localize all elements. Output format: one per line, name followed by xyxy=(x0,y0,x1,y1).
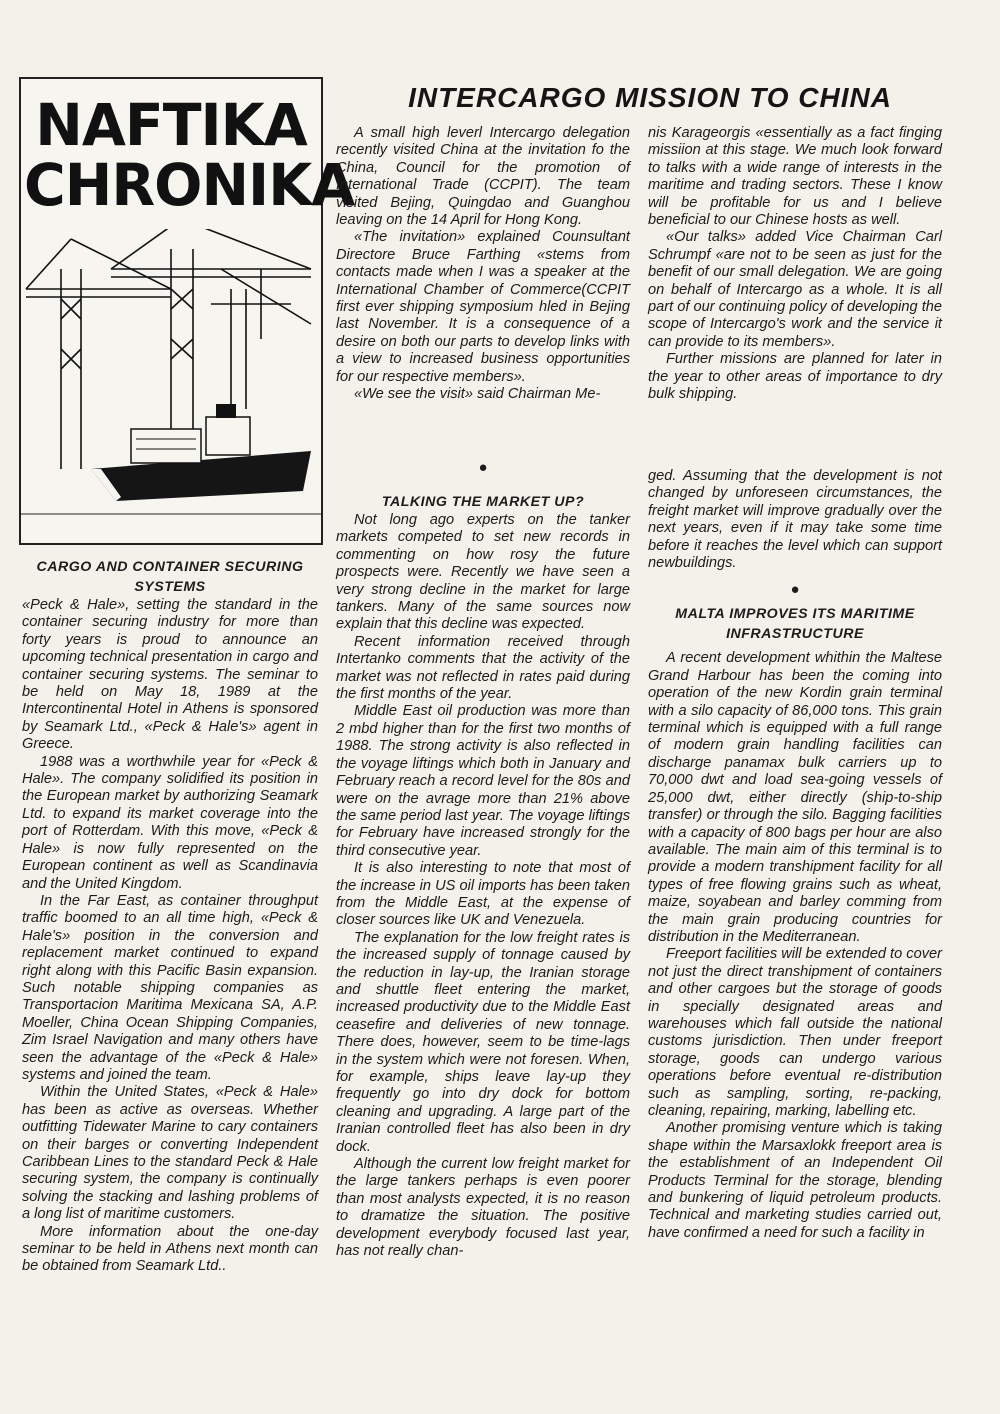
cargo-article xyxy=(22,557,318,1276)
cargo-article-title: CARGO AND CONTAINER SECURING SYSTEMS xyxy=(36,559,304,595)
paragraph: Another promising venture which is taking shape within the Marsaxlokk freeport area is the establishment of an Independent Oil Products Terminal for the storage, blending and bunkering of liquid petroleum products. Technical and marketing studies carried out, have confirmed a need for such a facility in xyxy=(648,1120,942,1241)
paragraph: Further missions are planned for later in the year to other areas of importance to dry bulk shipping. xyxy=(648,351,942,403)
right-lower-column xyxy=(648,468,942,1242)
paragraph: Within the United States, «Peck & Hale» has been as active as overseas. Whether outfitting Tidewater Marine to cary containers on their barges or converting Independent Caribbean Lines to the standard Peck & Hale securing system, the company is continually solving the stacking and lashing problems of a long list of maritime customers. xyxy=(22,1084,318,1223)
market-continued-paragraph: ged. Assuming that the development is not changed by unforeseen circumstances, the freight market will improve gradually over the next years, even if it may take some time before it reaches the level which can support newbuildings. xyxy=(648,468,942,572)
market-article xyxy=(336,458,630,1260)
headline: INTERCARGO MISSION TO CHINA xyxy=(408,82,892,113)
paragraph: In the Far East, as container throughput traffic boomed to an all time high, «Peck & Hale's» position in the conversion and replacement market continued to expand right along with this Pacific Basin expansion. Such notable shipping companies as Transportacion Maritima Mexicana SA, A.P. Moeller, China Ocean Shipping Companies, Zim Israel Navigation and many others have seen the advantage of the «Peck & Hale» systems and joined the team. xyxy=(22,892,318,1083)
paragraph: A recent development whithin the Maltese Grand Harbour has been the coming into operation of the new Kordin grain terminal with a silo capacity of 86,000 tons. This grain terminal which is equipped with a full range of modern grain handling facilities can discharge panamax bulk carriers up to 70,000 dwt and load sea-going vessels of 25,000 dwt, either directly (ship-to-ship transfer) or through the silo. Bagging facilities with a capacity of 800 bags per hour are also available. The main aim of this terminal is to provide a modern transhipment facility for all types of free flowing grains such as wheat, maize, soyabean and barley comming from the main grain producing countries for distribution in the Mediterranean. xyxy=(648,650,942,945)
market-article-title: TALKING THE MARKET UP? xyxy=(381,494,585,510)
paragraph: The explanation for the low freight rates is the increased supply of tonnage caused by the reduction in lay-up, the Iranian storage and shuttle fleet entering the market, increased productivity due to the Middle East ceasefire and deliveries of new tonnage. There does, however, seem to be time-lags in the system which were not foresen. When, for example, ships leave lay-up they frequently go into dry dock for bottom cleaning and upgrading. A large part of the Iranian controlled fleet has also been in dry dock. xyxy=(336,929,630,1155)
paragraph: It is also interesting to note that most of the increase in US oil imports has been taken from the Middle East, at the expense of closer sources like UK and Venezuela. xyxy=(336,860,630,929)
paragraph: «The invitation» explained Counsultant Directore Bruce Farthing «stems from contacts made when I was a speaker at the International Chamber of Commerce(CCPIT first ever shipping symposium hled in Bejing last November. It is a consequence of a desire on both our parts to develop links with a view to increased business opportunities for our respective members». xyxy=(336,229,630,385)
paragraph: «Peck & Hale», setting the standard in the container securing industry for more than forty years is proud to announce an upcoming technical presentation in cargo and container securing systems. The seminar to be held on May 18, 1989 at the Intercontinental Hotel in Athens is sponsored by Seamark Ltd., «Peck & Hale's» agent in Greece. xyxy=(22,597,318,753)
paragraph: More information about the one-day seminar to be held in Athens next month can be obtained from Seamark Ltd.. xyxy=(22,1223,318,1275)
paragraph: 1988 was a worthwhile year for «Peck & Hale». The company solidified its position in the European market by authorizing Seamark Ltd. to expand its market coverage into the port of Rotterdam. With this move, «Peck & Hale» is now fully represented on the European continent as well as Scandinavia and the United Kingdom. xyxy=(22,753,318,892)
paragraph: Not long ago experts on the tanker markets competed to set new records in commenting on how rosy the future prospects were. Recently we have seen a very strong decline in the market for large tankers. Many of the same sources now explain that this decline was expected. xyxy=(336,512,630,633)
section-separator-dot: ● xyxy=(478,459,488,476)
masthead-title-line2: CHRONIKA xyxy=(24,151,355,219)
paragraph: Freeport facilities will be extended to cover not just the direct transhipment of containers and other cargoes but the storage of goods in specially designated areas and warehouses which fall outside the national customs jurisdiction. Then under freeport storage, goods can undergo various operations before eventual re-distribution such as sampling, sorting, re-packing, cleaning, repairing, marking, labelling etc. xyxy=(648,946,942,1119)
intercargo-article-col1 xyxy=(336,125,630,404)
paragraph: nis Karageorgis «essentially as a fact finging missiion at this stage. We much look forward to talks with a wide range of interests in the maritime and trading sectors. These I know will be profitable for us and I believe beneficial to our Chinese hosts as well. xyxy=(648,125,942,229)
paragraph: Middle East oil production was more than 2 mbd higher than for the first two months of 1988. The strong activity is also reflected in the voyage liftings which both in January and February reach a record level for the 80s and were on the avrage more than 21% above the same period last year. The voyage liftings for February have increased strongly for the third consecutive year. xyxy=(336,703,630,859)
section-separator-dot: ● xyxy=(790,581,800,599)
paragraph: «We see the visit» said Chairman Me- xyxy=(354,386,601,403)
paragraph: Recent information received through Intertanko comments that the activity of the market was not reflected in rates paid during the first months of the year. xyxy=(336,633,630,703)
masthead-box xyxy=(19,77,355,545)
paragraph: A small high leverl Intercargo delegation recently visited China at the invitation fo the China, Council for the promotion of International Trade (CCPIT). The team visited Bejing, Quingdao and Guanghou leaving on the 14 April for Hong Kong. xyxy=(336,125,630,229)
port-cranes-ship-illustration xyxy=(21,229,321,541)
paragraph: Although the current low freight market for the large tankers perhaps is even poorer than most analysts expected, it is no reason to dramatize the situation. The positive development everybody focused last year, has not really chan- xyxy=(336,1156,630,1260)
malta-article-title: MALTA IMPROVES ITS MARITIME INFRASTRUCTURE xyxy=(675,606,915,643)
masthead-title-line1: NAFTIKA xyxy=(35,91,307,159)
paragraph: «Our talks» added Vice Chairman Carl Schrumpf «are not to be seen as just for the benefit of our small delegation. We are going on behalf of Intercargo as a whole. It is all part of our continuing policy of developing the scope of Intercargo's work and the service it can provide to its members». xyxy=(648,229,942,350)
intercargo-article-col2 xyxy=(648,125,942,404)
